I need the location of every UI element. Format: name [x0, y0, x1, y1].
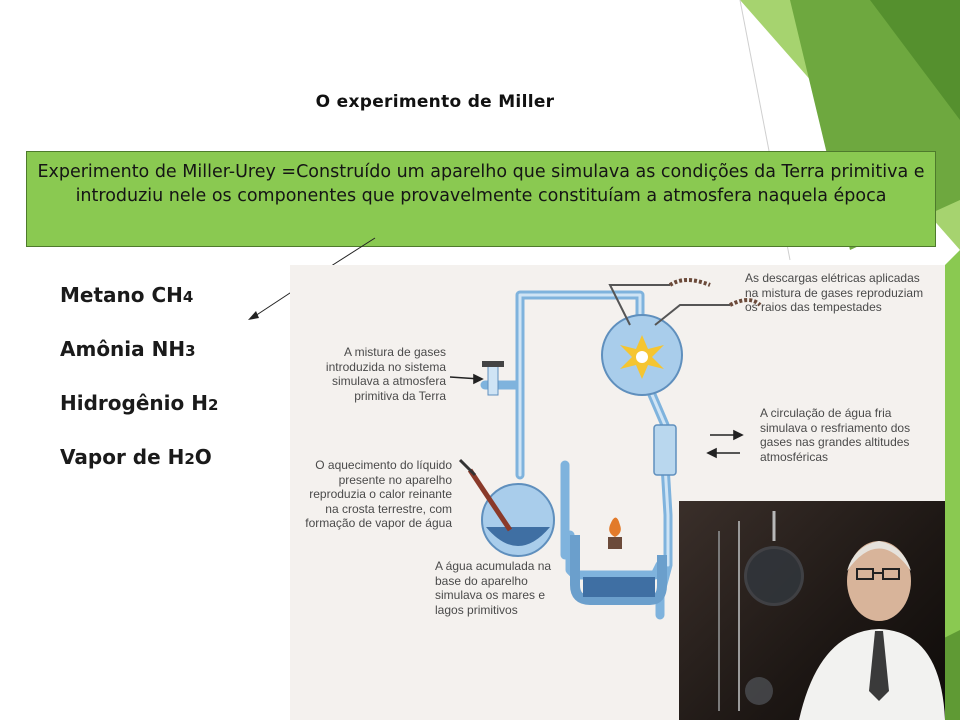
- compound-ammonia: Amônia NH3: [60, 337, 196, 361]
- caption-discharges: As descargas elétricas aplicadas na mistura de gases reproduziam os raios das tempestades: [745, 271, 924, 314]
- caption-cold-water: A circulação de água fria simulava o resfriamento dos gases nas grandes altitudes atmosféricas: [760, 406, 911, 464]
- caption-accumulated-water: A água acumulada na base do aparelho simulava os mares e lagos primitivos: [435, 559, 552, 617]
- compound-methane: Metano CH4: [60, 283, 194, 307]
- compound-hydrogen: Hidrogênio H2: [60, 391, 219, 415]
- slide-title: O experimento de Miller: [315, 92, 555, 112]
- caption-gas-mixture: A mistura de gases introduzida no sistema simulava a atmosfera primitiva da Terra: [325, 345, 446, 403]
- caption-heating: O aquecimento do líquido presente no aparelho reproduzia o calor reinante na crosta terrestre, com formação de vapor de água: [305, 458, 452, 530]
- miller-apparatus-figure: [290, 265, 945, 720]
- definition-box: Experimento de Miller-Urey =Construído um aparelho que simulava as condições da Terra primitiva e introduziu nele os componentes que provavelmente constituíam a atmosfera naquela época: [26, 151, 936, 247]
- stanley-miller-photo: [679, 501, 945, 720]
- compound-water-vapor: Vapor de H2O: [60, 445, 212, 469]
- compound-list: [60, 280, 218, 496]
